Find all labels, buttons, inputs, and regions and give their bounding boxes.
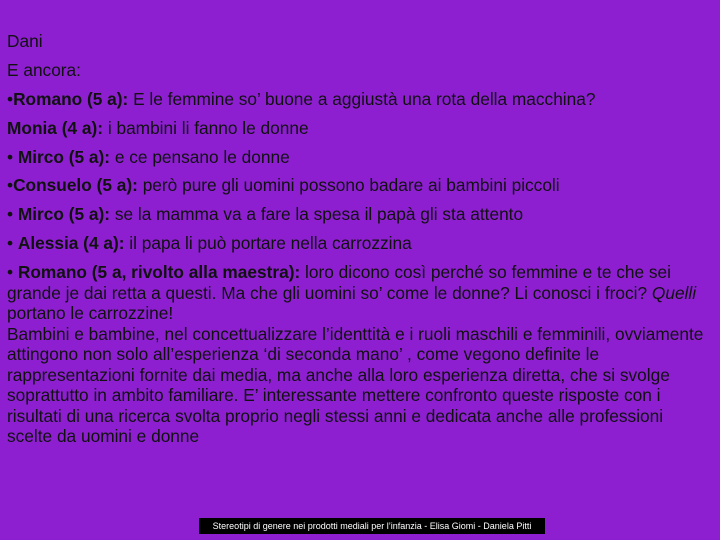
bullet: • [7,204,18,225]
quote-line [7,262,713,324]
quote-line [7,89,713,110]
ancora-line: E ancora: [7,59,81,80]
emphasis-word: Quelli [651,282,697,303]
speaker-label: Alessia (4 a): [17,233,125,254]
quote-text: loro dicono così perché so femmine e te che sei grande je dai retta a questi. Ma che gli uomini so’ come le donne? Li conosci i froci? [7,262,671,303]
intro-line: Dani [7,31,43,51]
speaker-label: Monia (4 a): [7,117,104,138]
quote-text: e ce pensano le donne [110,146,290,167]
quote-text: i bambini li fanno le donne [103,117,309,138]
bullet: • [7,175,14,196]
quote-text: però pure gli uomini possono badare ai bambini piccoli [137,175,560,196]
speaker-label: Romano (5 a, rivolto alla maestra): [17,262,301,283]
bullet: • [7,262,18,283]
quote-text: il papa li può portare nella carrozzina [124,233,412,254]
bullet: • [7,146,18,167]
speaker-label: Romano (5 a): [13,88,129,109]
quote-line [7,147,713,168]
quote-line [7,204,713,225]
body-paragraph: Bambini e bambine, nel concettualizzare l’identtità e i ruoli maschili e femminili, ovviamente attingono non solo all’esperienza ‘di seconda mano’ , come vegono definite le rappresentazioni fornite dai media, ma anche alla loro esperienza diretta, che si svolge soprattutto in ambito familiare. E’ interessante mettere confronto queste risposte con i risultati di una ricerca svolta proprio negli stessi anni e dedicata anche alle professioni scelte da uomini e donne [7,323,704,447]
speaker-label: Mirco (5 a): [17,146,111,167]
speaker-label: Consuelo (5 a): [13,175,138,196]
quote-text: portano le carrozzine! [7,303,174,324]
quote-line [7,118,713,139]
slide-body [7,31,713,447]
footer-caption: Stereotipi di genere nei prodotti mediali per l’infanzia - Elisa Giomi - Daniela Pitti [199,518,545,534]
quote-line [7,233,713,254]
speaker-label: Mirco (5 a): [17,204,111,225]
bullet: • [7,233,18,254]
quote-text: se la mamma va a fare la spesa il papà gli sta attento [110,204,524,225]
quote-line [7,175,713,196]
quote-text: E le femmine so’ buone a aggiustà una rota della macchina? [128,88,596,109]
bullet: • [7,88,14,109]
